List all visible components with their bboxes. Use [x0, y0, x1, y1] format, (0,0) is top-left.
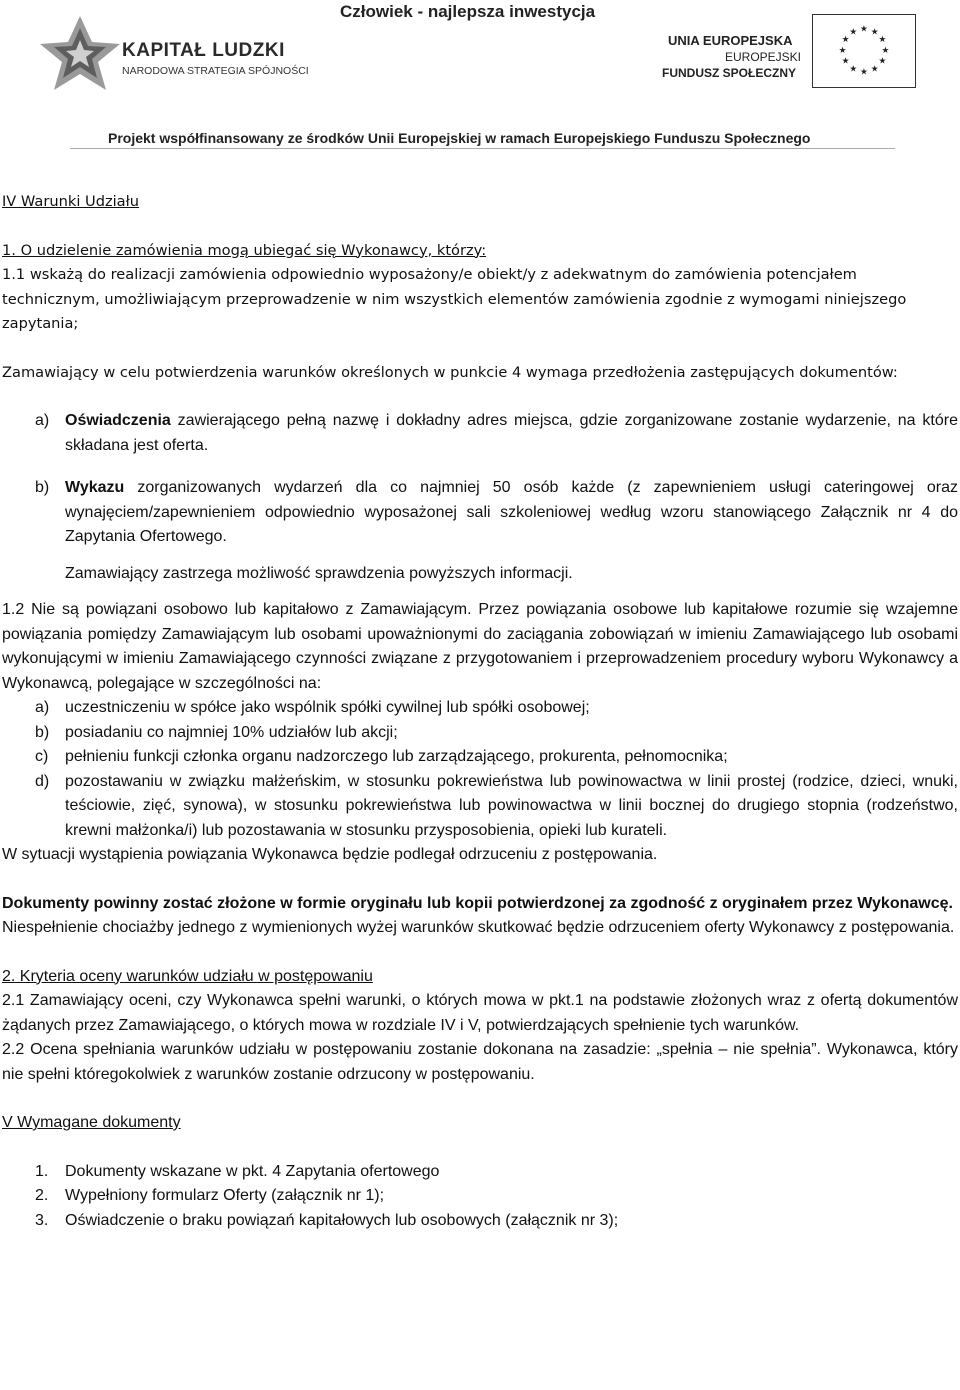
kl-title: KAPITAŁ LUDZKI	[122, 40, 285, 61]
svg-text:★: ★	[860, 24, 868, 35]
item-label: a)	[35, 412, 50, 429]
item-b-text: zorganizowanych wydarzeń dla co najmniej 50 osób każde (z zapewnieniem usługi cateringowej oraz wynajęciem/zapewnieniem odpowiednio wyposażonej sali szkoleniowej według wzoru stanowiącego Załącznik nr 4 do Zapytania Ofertowego.	[65, 479, 958, 545]
ue-subtitle-2: FUNDUSZ SPOŁECZNY	[662, 66, 797, 80]
kl-subtitle: NARODOWA STRATEGIA SPÓJNOŚCI	[122, 65, 309, 77]
item-label: d)	[35, 772, 50, 790]
item-text: posiadaniu co najmniej 10% udziałów lub akcji;	[65, 723, 398, 741]
item-label: b)	[35, 479, 50, 496]
section-5-heading: V Wymagane dokumenty	[2, 1114, 181, 1131]
svg-text:★: ★	[841, 35, 850, 46]
point-2-1: 2.1 Zamawiający oceni, czy Wykonawca spełni warunki, o których mowa w pkt.1 na podstawie złożonych wraz z ofertą dokumentów żądanych przez Zamawiającego, o których mowa w rozdziale IV i V, potwierdzających spełnienie tych warunków.	[2, 992, 958, 1034]
svg-text:★: ★	[860, 67, 868, 78]
item-label: 1.	[35, 1162, 49, 1180]
requirement-intro: Zamawiający w celu potwierdzenia warunków określonych w punkcie 4 wymaga przedłożenia zastępujących dokumentów:	[2, 363, 898, 381]
page-header	[0, 0, 960, 150]
relations-list	[2, 696, 958, 843]
item-text: pełnieniu funkcji członka organu nadzorczego lub zarządzającego, prokurenta, pełnomocnika;	[65, 748, 728, 765]
eu-flag-icon	[812, 14, 916, 88]
required-documents-list	[2, 1160, 958, 1234]
svg-text:★: ★	[838, 45, 847, 56]
item-text: Dokumenty wskazane w pkt. 4 Zapytania ofertowego	[65, 1162, 440, 1180]
verification-reserve: Zamawiający zastrzega możliwość sprawdzenia powyższych informacji.	[65, 564, 573, 582]
list-item	[2, 1160, 958, 1185]
item-a-text: zawierającego pełną nazwę i dokładny adres miejsca, gdzie zorganizowane zostanie wydarzenie, na które składana jest oferta.	[65, 412, 958, 454]
svg-text:★: ★	[870, 64, 879, 75]
documents-form-note: Dokumenty powinny zostać złożone w formie oryginału lub kopii potwierdzonej za zgodność z oryginałem przez Wykonawcę.	[2, 894, 953, 912]
item-text: Oświadczenie o braku powiązań kapitałowych lub osobowych (załącznik nr 3);	[65, 1211, 619, 1229]
svg-text:★: ★	[881, 45, 890, 56]
point-2-2: 2.2 Ocena spełniania warunków udziału w postępowaniu zostanie dokonana na zasadzie: „spełnia – nie spełnia”. Wykonawca, który nie spełni któregokolwiek z warunków zostanie odrzucony w postępowaniu.	[2, 1041, 958, 1083]
rejection-note: W sytuacji wystąpienia powiązania Wykonawca będzie podlegał odrzuceniu z postępowania.	[2, 846, 658, 863]
failure-note: Niespełnienie chociażby jednego z wymienionych wyżej warunków skutkować będzie odrzuceniem oferty Wykonawcy z postępowania.	[2, 919, 955, 936]
item-label: a)	[35, 699, 50, 716]
document-body	[2, 190, 958, 1233]
header-divider	[70, 148, 895, 149]
svg-text:★: ★	[849, 64, 858, 75]
document-item-a	[2, 409, 958, 458]
document-item-b	[2, 476, 958, 550]
item-a-bold: Oświadczenia	[65, 412, 171, 429]
item-text: uczestniczeniu w spółce jako wspólnik spółki cywilnej lub spółki osobowej;	[65, 699, 590, 716]
relation-item	[2, 721, 958, 746]
section-4-heading: IV Warunki Udziału	[2, 193, 140, 210]
list-item	[2, 1184, 958, 1209]
point-1-2: 1.2 Nie są powiązani osobowo lub kapitałowo z Zamawiającym. Przez powiązania osobowe lub kapitałowe rozumie się wzajemne powiązania pomiędzy Zamawiającym lub osobami upoważnionymi do zaciągania zobowiązań w imieniu Zamawiającego lub osobami wykonującymi w imieniu Zamawiającego czynności związane z przygotowaniem i przeprowadzeniem procedury wyboru Wykonawcy a Wykonawcą, polegające w szczególności na:	[2, 601, 958, 692]
relation-item	[2, 696, 958, 721]
list-item	[2, 1209, 958, 1234]
item-b-bold: Wykazu	[65, 479, 125, 496]
kapital-ludzki-logo	[40, 14, 120, 100]
item-label: 3.	[35, 1211, 49, 1229]
item-label: b)	[35, 723, 50, 741]
svg-text:★: ★	[878, 35, 887, 46]
relation-item	[2, 770, 958, 844]
point-1: 1. O udzielenie zamówienia mogą ubiegać się Wykonawcy, którzy:	[2, 241, 487, 259]
item-text: pozostawaniu w związku małżeńskim, w stosunku pokrewieństwa lub powinowactwa w linii prostej (rodzice, dzieci, wnuki, teściowie, zięć, synowa), w stosunku pokrewieństwa lub powinowactwa w linii bocznej do drugiego stopnia (rodzeństwo, krewni małżonka/i) lub pozostawania w stosunku przysposobienia, opieki lub kurateli.	[65, 772, 958, 839]
point-1-1: 1.1 wskażą do realizacji zamówienia odpowiednio wyposażony/e obiekt/y z adekwatnym do zamówienia potencjałem technicznym, umożliwiającym przeprowadzenie w nim wszystkich elementów zamówienia zgodnie z wymogami niniejszego zapytania;	[2, 266, 907, 332]
item-text: Wypełniony formularz Oferty (załącznik nr 1);	[65, 1187, 385, 1204]
svg-text:★: ★	[878, 56, 887, 67]
project-cofinancing-note: Projekt współfinansowany ze środków Unii Europejskiej w ramach Europejskiego Funduszu Społecznego	[108, 130, 811, 146]
relation-item	[2, 745, 958, 770]
header-slogan: Człowiek - najlepsza inwestycja	[340, 2, 596, 21]
svg-text:★: ★	[870, 27, 879, 38]
svg-text:★: ★	[849, 27, 858, 38]
ue-subtitle-1: EUROPEJSKI	[725, 50, 802, 64]
item-label: 2.	[35, 1187, 49, 1204]
ue-title: UNIA EUROPEJSKA	[668, 33, 793, 48]
svg-text:★: ★	[841, 56, 850, 67]
item-label: c)	[35, 748, 49, 765]
point-2-heading: 2. Kryteria oceny warunków udziału w postępowaniu	[2, 967, 373, 985]
